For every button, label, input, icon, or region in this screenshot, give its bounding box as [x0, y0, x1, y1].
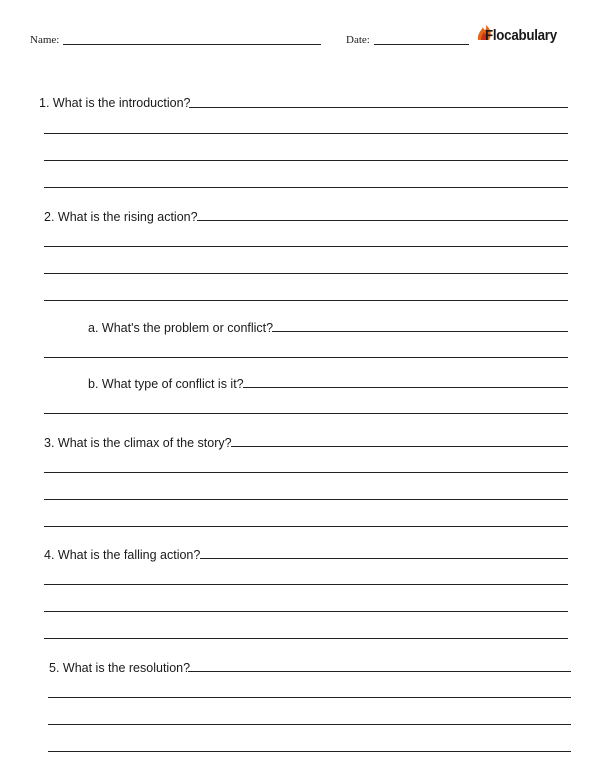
answer-line[interactable] [44, 187, 568, 188]
answer-line[interactable] [44, 300, 568, 301]
answer-line[interactable] [231, 446, 568, 447]
answer-line[interactable] [44, 638, 568, 639]
answer-line[interactable] [44, 499, 568, 500]
answer-line[interactable] [44, 357, 568, 358]
question-2b-label: b. What type of conflict is it? [88, 377, 244, 391]
question-3-label: 3. What is the climax of the story? [44, 436, 232, 450]
question-2-label: 2. What is the rising action? [44, 210, 198, 224]
date-field-line[interactable] [374, 44, 469, 45]
answer-line[interactable] [44, 160, 568, 161]
answer-line[interactable] [48, 751, 571, 752]
date-label: Date: [346, 34, 370, 46]
answer-line[interactable] [189, 107, 568, 108]
question-4-label: 4. What is the falling action? [44, 548, 201, 562]
answer-line[interactable] [197, 220, 568, 221]
answer-line[interactable] [44, 526, 568, 527]
answer-line[interactable] [188, 671, 571, 672]
answer-line[interactable] [200, 558, 568, 559]
answer-line[interactable] [243, 387, 568, 388]
answer-line[interactable] [44, 472, 568, 473]
flocabulary-logo [475, 22, 575, 50]
answer-line[interactable] [44, 584, 568, 585]
answer-line[interactable] [44, 413, 568, 414]
question-5-label: 5. What is the resolution? [49, 661, 191, 675]
answer-line[interactable] [44, 133, 568, 134]
question-2a-label: a. What's the problem or conflict? [88, 321, 274, 335]
question-1-label: 1. What is the introduction? [39, 96, 191, 110]
name-field-line[interactable] [63, 44, 321, 45]
logo-text: Flocabulary [485, 28, 557, 44]
name-label: Name: [30, 34, 60, 46]
answer-line[interactable] [48, 697, 571, 698]
answer-line[interactable] [272, 331, 568, 332]
answer-line[interactable] [44, 273, 568, 274]
answer-line[interactable] [44, 246, 568, 247]
answer-line[interactable] [44, 611, 568, 612]
answer-line[interactable] [48, 724, 571, 725]
